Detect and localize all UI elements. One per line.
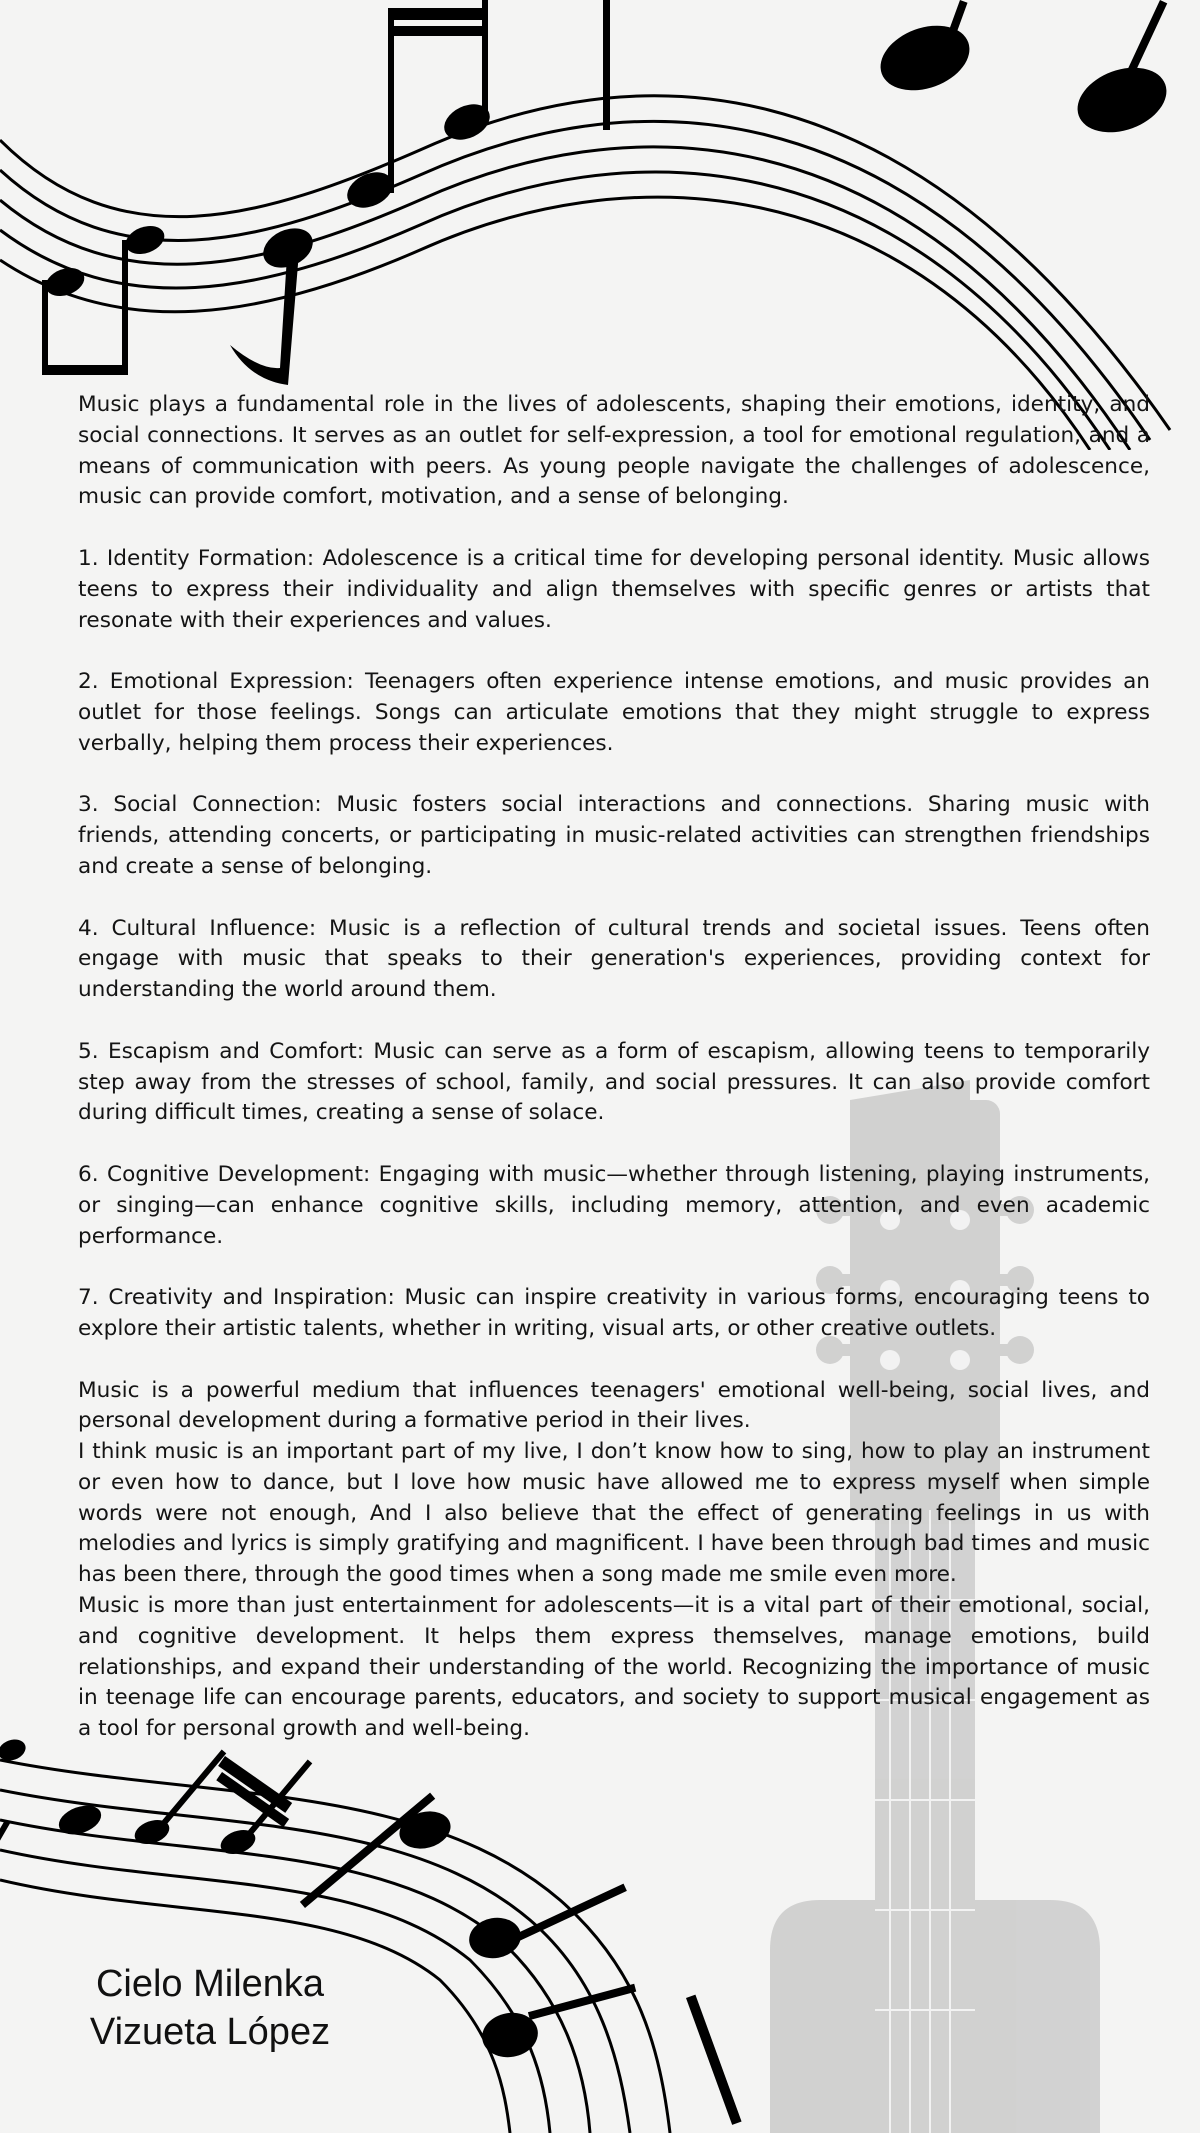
author-first-line: Cielo Milenka xyxy=(95,1963,325,2005)
point-escapism-comfort: 5. Escapism and Comfort: Music can serve as a form of escapism, allowing teens to temporarily step away from the stresses of school, family, and social pressures. It can also provide comfort during difficult times, creating a sense of solace. xyxy=(78,1038,1150,1126)
intro-paragraph: Music plays a fundamental role in the lives of adolescents, shaping their emotions, identity, and social connections. It serves as an outlet for self-expression, a tool for emotional regulation, and a means of communication with peers. As young people navigate the challenges of adolescence, music can provide comfort, motivation, and a sense of belonging. xyxy=(78,392,1150,510)
author-second-line: Vizueta López xyxy=(89,2011,331,2053)
point-emotional-expression: 2. Emotional Expression: Teenagers often experience intense emotions, and music provides an outlet for those feelings. Songs can articulate emotions that they might struggle to express verbally, helping them process their experiences. xyxy=(78,669,1150,756)
closing-summary: Music is a powerful medium that influences teenagers' emotional well-being, social lives, and personal development during a formative period in their lives. xyxy=(78,1377,1150,1434)
point-identity-formation: 1. Identity Formation: Adolescence is a critical time for developing personal identity. Music allows teens to express their individuality and align themselves with specific genres or artists that resonate with their experiences and values. xyxy=(78,545,1150,633)
point-social-connection: 3. Social Connection: Music fosters social interactions and connections. Sharing music with friends, attending concerts, or participating in music-related activities can strengthen friendships and create a sense of belonging. xyxy=(78,792,1150,879)
conclusion-paragraph: Music is more than just entertainment for adolescents—it is a vital part of their emotional, social, and cognitive development. It helps them express themselves, manage emotions, build relationships, and expand their understanding of the world. Recognizing the importance of music in teenage life can encourage parents, educators, and society to support musical engagement as a tool for personal growth and well-being. xyxy=(78,1593,1150,1742)
essay-body xyxy=(78,390,1150,1745)
author-name xyxy=(60,1960,360,2056)
music-staff-bottom-decoration xyxy=(0,1720,800,2133)
point-cultural-influence: 4. Cultural Influence: Music is a reflection of cultural trends and societal issues. Teens often engage with music that speaks to their generation's experiences, providing context for understanding the world around them. xyxy=(78,915,1150,1003)
personal-reflection: I think music is an important part of my live, I don’t know how to sing, how to play an instrument or even how to dance, but I love how music have allowed me to express myself when simple words were not enough, And I also believe that the effect of generating feelings in us with melodies and lyrics is simply gratifying and magnificent. I have been through bad times and music has been there, through the good times when a song made me smile even more. xyxy=(78,1439,1150,1588)
point-creativity-inspiration: 7. Creativity and Inspiration: Music can inspire creativity in various forms, encouraging teens to explore their artistic talents, whether in writing, visual arts, or other creative outlets. xyxy=(78,1285,1150,1341)
music-staff-top-decoration xyxy=(0,0,1200,450)
point-cognitive-development: 6. Cognitive Development: Engaging with music—whether through listening, playing instruments, or singing—can enhance cognitive skills, including memory, attention, and even academic performance. xyxy=(78,1161,1150,1249)
